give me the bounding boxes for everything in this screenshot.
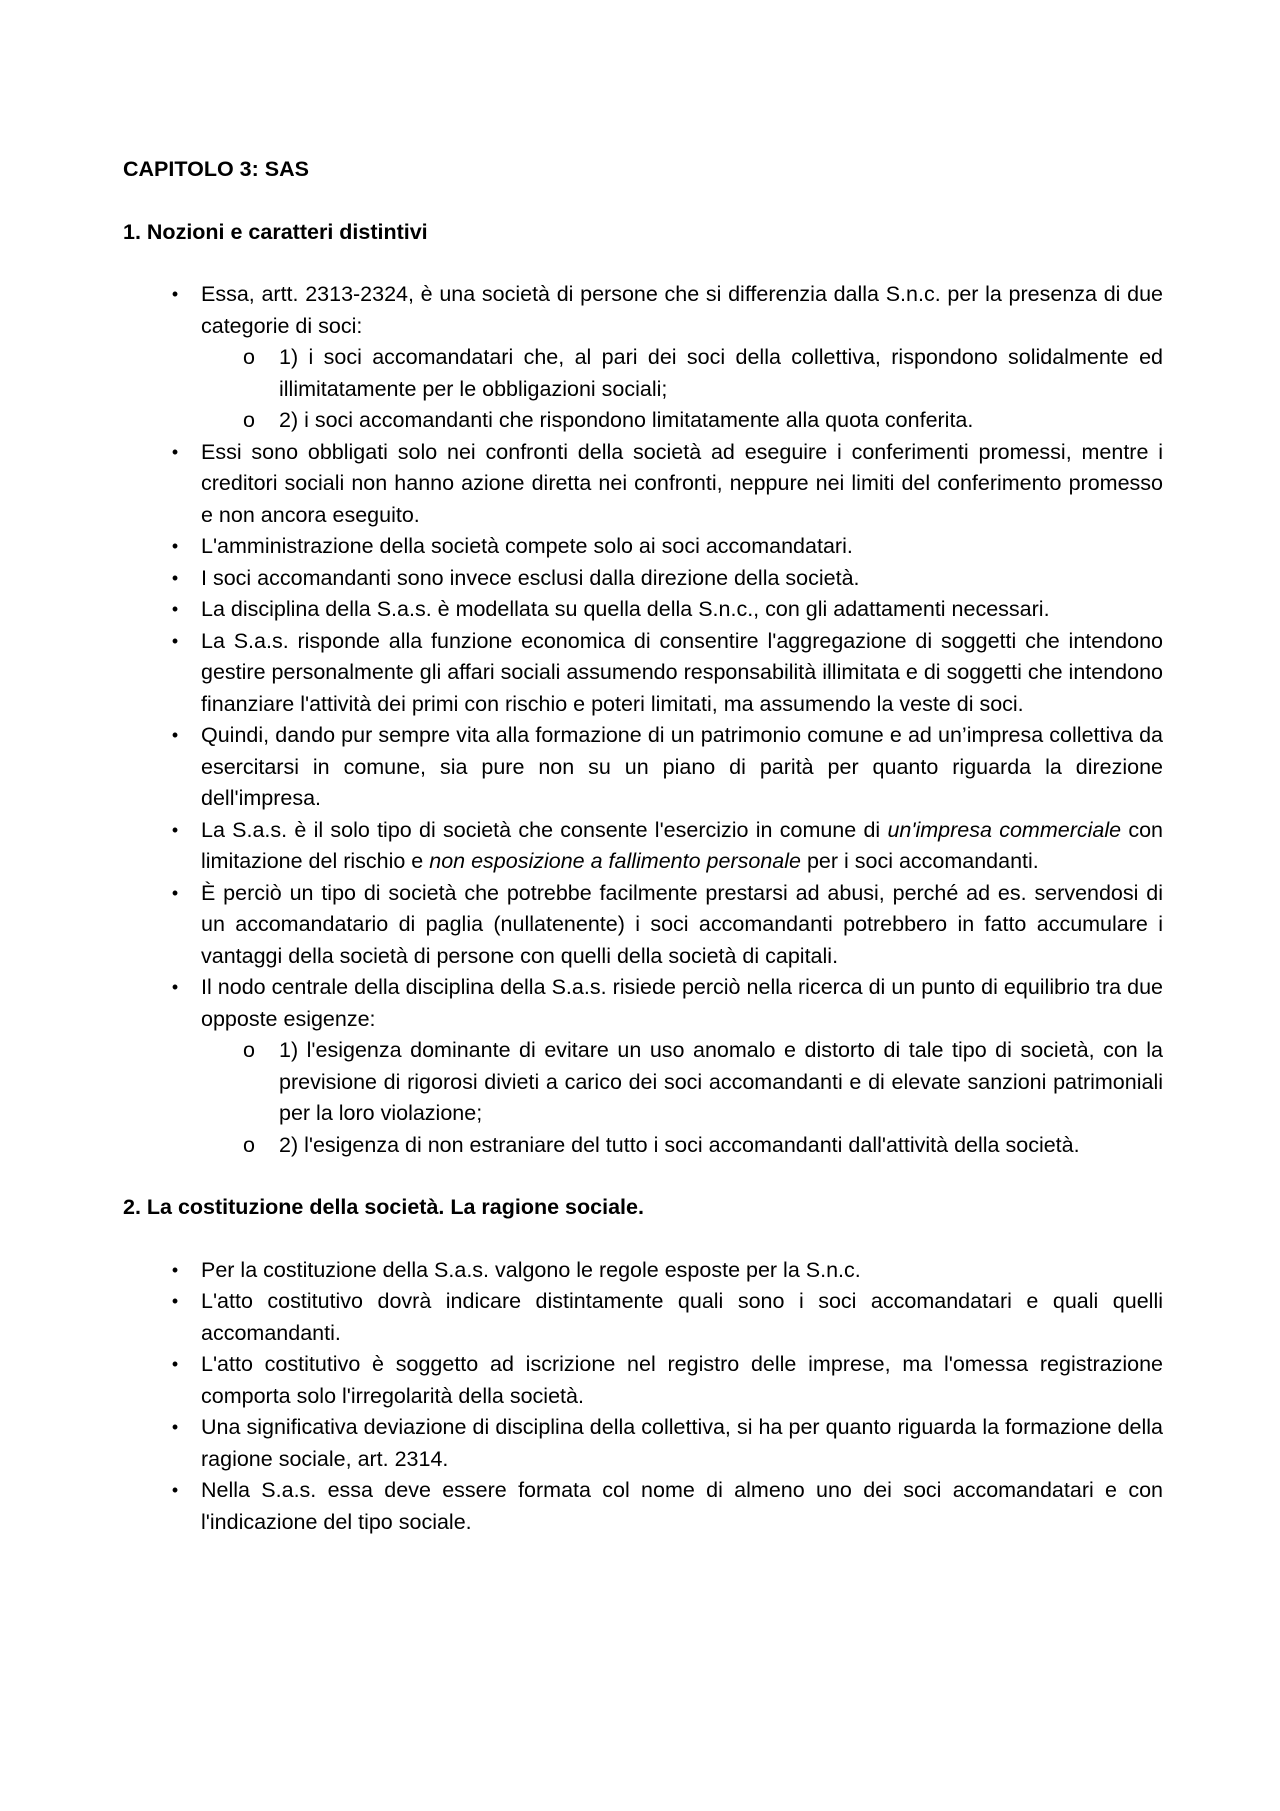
list-item-text: È perciò un tipo di società che potrebbe facilmente prestarsi ad abusi, perché ad es. servendosi di un accomandatario di paglia (nullatenente) i soci accomandanti potrebbero in fatto accumulare i vantaggi della società di persone con quelli della società di capitali.	[201, 880, 1163, 968]
sub-list	[201, 342, 1163, 437]
bullet-icon: •	[171, 599, 179, 619]
bullet-icon: •	[171, 1259, 179, 1280]
sub-list-item	[201, 405, 1163, 437]
bullet-icon: •	[171, 630, 179, 651]
document-page	[123, 154, 1163, 1538]
bullet-icon: •	[171, 1417, 179, 1437]
list-item-text: L'atto costitutivo dovrà indicare distintamente quali sono i soci accomandatari e quali quelli accomandanti.	[201, 1289, 1163, 1345]
bullet-icon: •	[171, 284, 179, 304]
sub-list-item-text: 1) i soci accomandatari che, al pari dei soci della collettiva, rispondono solidalmente ed illimitatamente per le obbligazioni sociali;	[279, 345, 1163, 401]
list-item	[123, 1286, 1163, 1349]
list-item-text: L'amministrazione della società compete solo ai soci accomandatari.	[201, 534, 853, 558]
sub-list-item-text: 2) i soci accomandanti che rispondono limitatamente alla quota conferita.	[279, 408, 974, 432]
list-item-text: Nella S.a.s. essa deve essere formata col nome di almeno uno dei soci accomandatari e con l'indicazione del tipo sociale.	[201, 1478, 1163, 1534]
list-item	[123, 1412, 1163, 1475]
list-item-text: Una significativa deviazione di disciplina della collettiva, si ha per quanto riguarda la formazione della ragione sociale, art. 2314.	[201, 1415, 1163, 1471]
circle-bullet-icon: o	[243, 408, 255, 432]
bullet-icon: •	[171, 536, 179, 556]
sub-list	[201, 1035, 1163, 1161]
list-item-text: La S.a.s. risponde alla funzione economica di consentire l'aggregazione di soggetti che intendono gestire personalmente gli affari sociali assumendo responsabilità illimitata e di soggetti che intendono finanziare l'attività dei primi con rischio e poteri limitati, ma assumendo la veste di soci.	[201, 628, 1163, 716]
sub-list-item	[201, 342, 1163, 405]
chapter-title: CAPITOLO 3: SAS	[123, 157, 309, 181]
bullet-icon: •	[171, 1291, 179, 1311]
bullet-icon: •	[171, 567, 179, 588]
list-item-text: I soci accomandanti sono invece esclusi dalla direzione della società.	[201, 565, 860, 590]
circle-bullet-icon: o	[243, 1132, 255, 1157]
list-item	[123, 815, 1163, 878]
sub-list-item	[201, 1035, 1163, 1130]
list-item-text: Essi sono obbligati solo nei confronti della società ad eseguire i conferimenti promessi, mentre i creditori sociali non hanno azione diretta nei confronti, neppure nei limiti del conferimento promesso e non ancora eseguito.	[201, 439, 1163, 527]
list-item	[123, 972, 1163, 1161]
italic-text: non esposizione a fallimento personale	[429, 849, 801, 873]
text-run: La S.a.s. è il solo tipo di società che consente l'esercizio in comune di	[201, 817, 888, 842]
bullet-icon: •	[171, 441, 179, 462]
circle-bullet-icon: o	[243, 345, 255, 369]
list-item	[123, 437, 1163, 532]
section-heading: 1. Nozioni e caratteri distintivi	[123, 219, 428, 244]
sub-list-item-text: 2) l'esigenza di non estraniare del tutto i soci accomandanti dall'attività della società.	[279, 1132, 1080, 1157]
circle-bullet-icon: o	[243, 1038, 255, 1062]
section-heading: 2. La costituzione della società. La ragione sociale.	[123, 1195, 644, 1219]
text-run: con limitazione del rischio e	[201, 817, 1163, 873]
bullet-icon: •	[171, 977, 179, 997]
list-item	[123, 1255, 1163, 1287]
list-item-text: L'atto costitutivo è soggetto ad iscrizione nel registro delle imprese, ma l'omessa registrazione comporta solo l'irregolarità della società.	[201, 1352, 1163, 1408]
bullet-icon: •	[171, 882, 179, 903]
section-spacer	[123, 1161, 1163, 1192]
list-item	[123, 878, 1163, 973]
list-item-text: Il nodo centrale della disciplina della S.a.s. risiede perciò nella ricerca di un punto di equilibrio tra due opposte esigenze:	[201, 975, 1163, 1031]
italic-text: un'impresa commerciale	[887, 817, 1122, 842]
bullet-icon: •	[171, 1480, 179, 1500]
document-body	[123, 217, 1163, 1539]
bullet-icon: •	[171, 1354, 179, 1374]
bullet-list	[123, 1255, 1163, 1539]
sub-list-item-text: 1) l'esigenza dominante di evitare un uso anomalo e distorto di tale tipo di società, con la previsione di rigorosi divieti a carico dei soci accomandanti e di elevate sanzioni patrimoniali per la loro violazione;	[279, 1038, 1163, 1125]
list-item-text: Per la costituzione della S.a.s. valgono le regole esposte per la S.n.c.	[201, 1257, 861, 1282]
list-item	[123, 1475, 1163, 1538]
bullet-icon: •	[171, 725, 179, 745]
list-item	[123, 279, 1163, 437]
sub-list-item	[201, 1130, 1163, 1162]
list-item-text: La disciplina della S.a.s. è modellata su quella della S.n.c., con gli adattamenti necessari.	[201, 597, 1050, 621]
list-item	[123, 563, 1163, 595]
text-run: per i soci accomandanti.	[800, 849, 1039, 873]
list-item-text: Essa, artt. 2313-2324, è una società di persone che si differenzia dalla S.n.c. per la presenza di due categorie di soci:	[201, 282, 1163, 338]
list-item-text	[201, 818, 1163, 874]
list-item	[123, 531, 1163, 563]
bullet-list	[123, 279, 1163, 1161]
list-item	[123, 626, 1163, 721]
list-item	[123, 1349, 1163, 1412]
bullet-icon: •	[171, 819, 179, 840]
list-item	[123, 720, 1163, 815]
list-item-text: Quindi, dando pur sempre vita alla formazione di un patrimonio comune e ad un’impresa collettiva da esercitarsi in comune, sia pure non su un piano di parità per quanto riguarda la direzione dell'impresa.	[201, 723, 1163, 810]
list-item	[123, 594, 1163, 626]
